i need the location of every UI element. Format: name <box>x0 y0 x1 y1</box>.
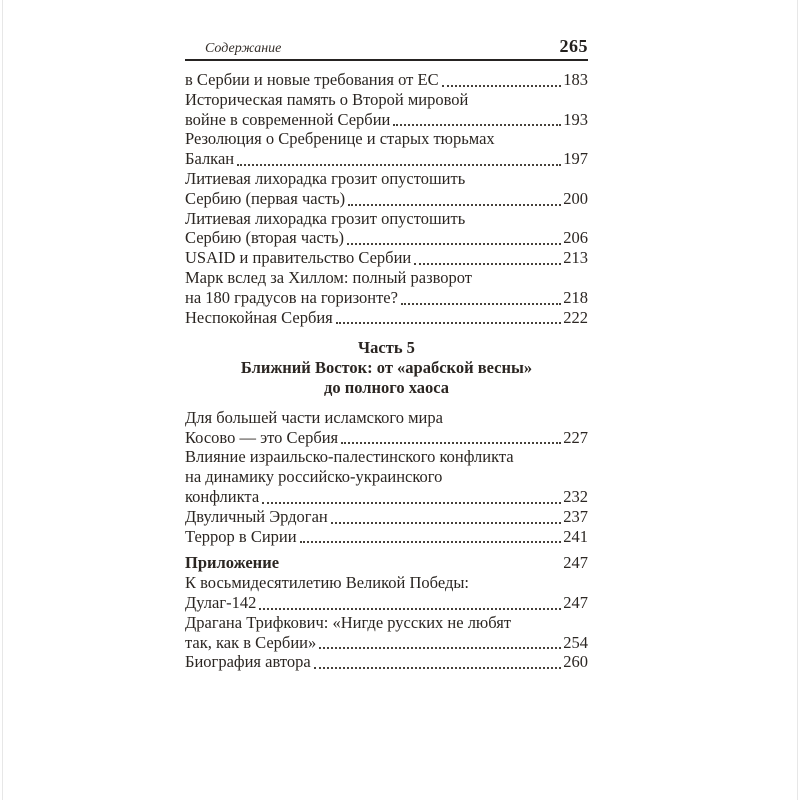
toc-entry-title: войне в современной Сербии <box>185 109 391 129</box>
toc-entry-last-line <box>185 593 588 613</box>
toc-entry-title: Биография автора <box>185 652 311 672</box>
toc-entry <box>185 447 588 506</box>
page-number: 265 <box>559 36 588 56</box>
dot-leader <box>300 541 562 543</box>
book-page <box>185 36 588 672</box>
toc-entry-title: Дулаг-142 <box>185 592 257 612</box>
dot-leader <box>401 303 561 305</box>
toc-entry <box>185 308 588 328</box>
dot-leader <box>414 263 561 265</box>
dot-leader <box>336 322 561 324</box>
toc-entry-title: Косово — это Сербия <box>185 427 339 447</box>
toc-entry-page-number: 218 <box>563 287 588 307</box>
toc-entry <box>185 209 588 249</box>
toc-entry-page-number: 227 <box>563 427 588 447</box>
toc-entry-last-line <box>185 652 588 672</box>
toc-entry-text-line: Для большей части исламского мира <box>185 407 443 427</box>
toc-entry-page-number: 197 <box>563 149 588 169</box>
dot-leader <box>348 204 561 206</box>
toc-entry-page-number: 232 <box>563 486 588 506</box>
toc-entry-last-line <box>185 487 588 507</box>
toc-entry-title: на 180 градусов на горизонте? <box>185 287 398 307</box>
dot-leader <box>237 164 561 166</box>
toc-entry-page-number: 247 <box>563 592 588 612</box>
toc-entry-title: Балкан <box>185 149 235 169</box>
toc-entry <box>185 553 588 573</box>
header-rule <box>185 59 588 61</box>
dot-leader <box>314 667 562 669</box>
toc-entry-text-line: Литиевая лихорадка грозит опустошить <box>185 168 466 188</box>
dot-leader <box>393 124 561 126</box>
toc-entry <box>185 507 588 527</box>
toc-entry-title: USAID и правительство Сербии <box>185 248 412 268</box>
toc-entry <box>185 613 588 653</box>
dot-leader <box>331 522 562 524</box>
toc-entry-text-line: Влияние израильско-палестинского конфликта <box>185 447 514 467</box>
toc-entry-title: Неспокойная Сербия <box>185 307 333 327</box>
toc-entry-page-number: 254 <box>563 632 588 652</box>
toc-entry-last-line <box>185 553 588 573</box>
toc-entry-page-number: 193 <box>563 109 588 129</box>
toc-entry-text-line: Историческая память о Второй мировой <box>185 89 469 109</box>
toc-entry <box>185 129 588 169</box>
toc-entry-page-number: 200 <box>563 188 588 208</box>
toc-entry-last-line <box>185 149 588 169</box>
section-title-line: Ближний Восток: от «арабской весны» <box>240 358 533 378</box>
toc-entry <box>185 169 588 209</box>
dot-leader <box>262 502 561 504</box>
toc-entry-title: конфликта <box>185 486 260 506</box>
dot-leader <box>259 608 561 610</box>
toc-entry-last-line <box>185 189 588 209</box>
toc-entry-text-line: Литиевая лихорадка грозит опустошить <box>185 208 466 228</box>
dot-leader <box>319 647 561 649</box>
toc-entry-last-line <box>185 507 588 527</box>
toc-entry-page-number: 206 <box>563 228 588 248</box>
toc-entry-last-line <box>185 228 588 248</box>
toc-entry-last-line <box>185 248 588 268</box>
toc-entry-last-line <box>185 428 588 448</box>
toc-entry-last-line <box>185 70 588 90</box>
toc-entry-title: Сербию (вторая часть) <box>185 228 345 248</box>
dot-leader <box>442 85 562 87</box>
toc-entry <box>185 408 588 448</box>
section-heading <box>185 338 588 397</box>
page-header <box>185 36 588 57</box>
scan-edge-right <box>797 0 798 800</box>
toc-entry <box>185 90 588 130</box>
dot-leader <box>347 243 561 245</box>
toc-entry-text-line: Резолюция о Сребренице и старых тюрьмах <box>185 129 495 149</box>
toc-entry-page-number: 213 <box>563 248 588 268</box>
toc-entry-last-line <box>185 110 588 130</box>
toc-entry-page-number: 237 <box>563 506 588 526</box>
toc-entry-page-number: 260 <box>563 652 588 672</box>
dot-leader <box>341 442 561 444</box>
toc-entry-title: Террор в Сирии <box>185 526 297 546</box>
toc-list <box>185 70 588 672</box>
toc-entry <box>185 70 588 90</box>
toc-entry-last-line <box>185 308 588 328</box>
toc-entry-title: так, как в Сербии» <box>185 632 317 652</box>
toc-entry-title: Сербию (первая часть) <box>185 188 346 208</box>
toc-entry-last-line <box>185 288 588 308</box>
toc-entry-page-number: 247 <box>563 553 588 573</box>
section-part-label: Часть 5 <box>358 338 415 358</box>
running-title: Содержание <box>205 41 282 56</box>
toc-entry-title: в Сербии и новые требования от ЕС <box>185 70 439 89</box>
toc-entry-last-line <box>185 527 588 547</box>
toc-entry <box>185 527 588 547</box>
toc-entry-text-line: на динамику российско-украинского <box>185 467 443 487</box>
section-title-line: до полного хаоса <box>323 377 450 397</box>
toc-entry-last-line <box>185 633 588 653</box>
toc-entry <box>185 652 588 672</box>
toc-entry-text-line: К восьмидесятилетию Великой Победы: <box>185 573 470 593</box>
toc-entry-title: Приложение <box>185 553 280 573</box>
toc-entry-page-number: 241 <box>563 526 588 546</box>
toc-entry-page-number: 183 <box>563 70 588 89</box>
toc-entry-page-number: 222 <box>563 307 588 327</box>
toc-entry-text-line: Драгана Трифкович: «Нигде русских не любят <box>185 612 512 632</box>
toc-entry <box>185 248 588 268</box>
toc-entry-text-line: Марк вслед за Хиллом: полный разворот <box>185 267 473 287</box>
toc-entry <box>185 573 588 613</box>
scan-edge-left <box>2 0 3 800</box>
toc-entry <box>185 268 588 308</box>
toc-entry-title: Двуличный Эрдоган <box>185 506 328 526</box>
